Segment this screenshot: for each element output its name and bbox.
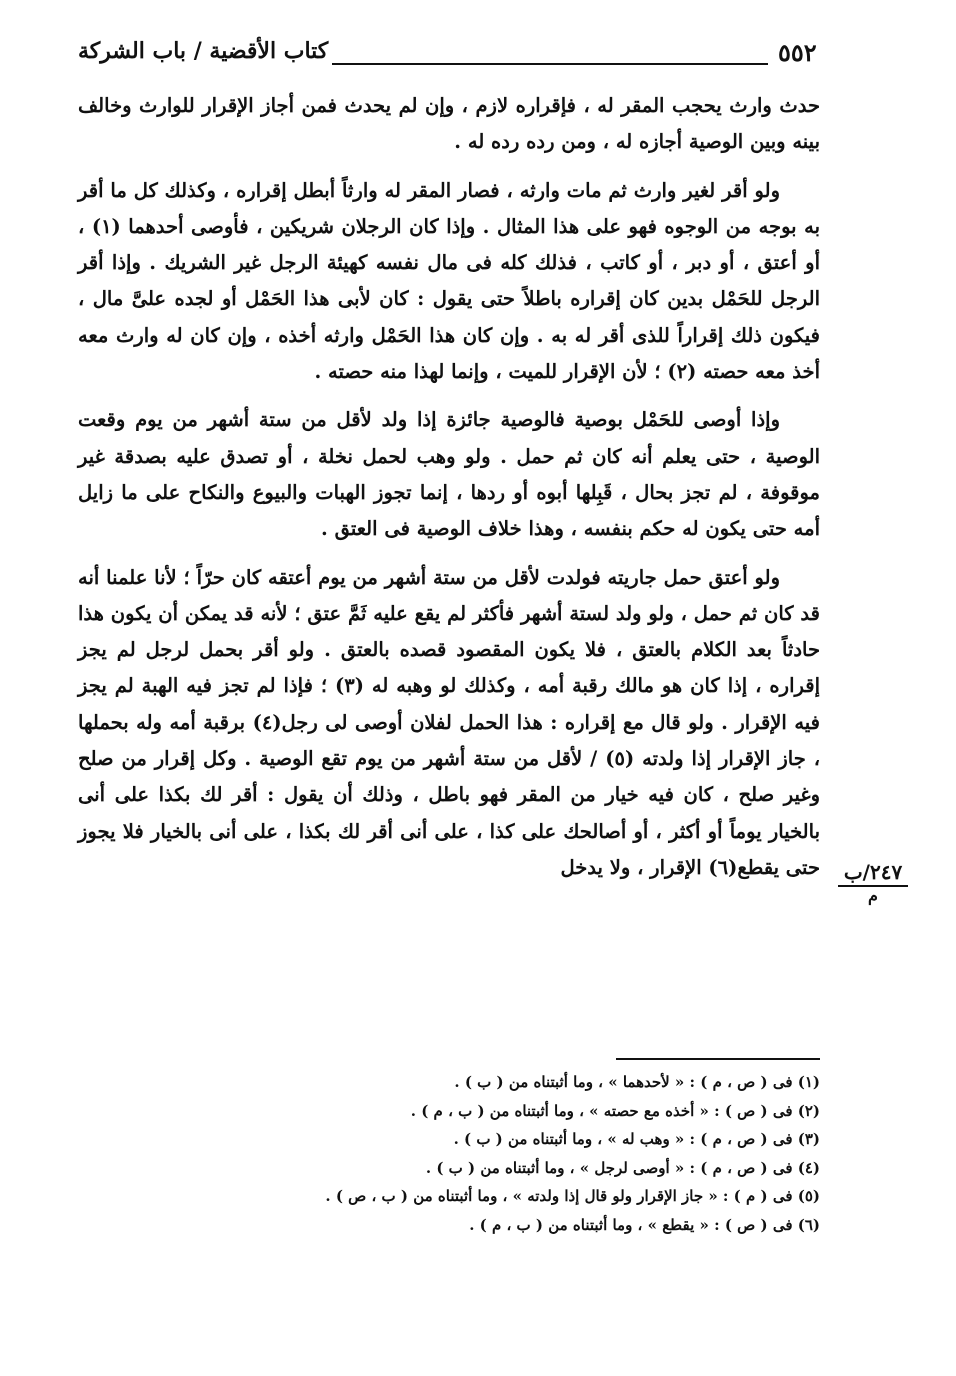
- paragraph-continuation: حدث وارث يحجب المقر له ، فإقراره لازم ، وإن لم يحدث فمن أجاز الإقرار للوارث وخالف بينه وبين الوصية أجازه له ، ومن رده رده له .: [78, 94, 820, 154]
- folio-reference: ٢٤٧/ب: [838, 860, 908, 887]
- footnote: (١) فى ( ص ، م ) : « لأحدهما » ، وما أثبتناه من ( ب ) .: [454, 1073, 820, 1091]
- manuscript-sigil: م: [868, 886, 878, 905]
- footnotes: [200, 1068, 820, 1240]
- paragraph: ولو أعتق حمل جاريته فولدت لأقل من ستة أشهر من يوم أعتقه كان حرّاً ؛ لأنا علمنا أنه قد كان ثم حمل ، ولو ولد لستة أشهر فأكثر لم يقع عليه ثَمَّ عتق ؛ لأنه قد يمكن أن يكون هذا حادثاً بعد الكلام بالعتق ، فلا يكون المقصود قصده بالعتق . ولو أقر بحمل لرجل لم يجز إقراره ، إذا كان هو مالك رقبة أمه ، وكذلك لو وهبه له (٣) ؛ فإذا لم تجز فيه الهبة لم يجز فيه الإقرار . ولو قال مع إقراره : هذا الحمل لفلان أوصى لى رجل(٤) برقبة أمه وله بحملها ، جاز الإقرار إذا ولدته (٥) / لأقل من ستة أشهر من يوم تقع الوصية . وكل إقرار من صلح وغير صلح ، كان فيه خيار من المقر فهو باطل ، وذلك أن يقول : أقر لك بكذا على أنى بالخيار يوماً أو أكثر ، أو أصالحك على كذا ، على أنى أقر لك بكذا ، على أنى بالخيار فلا يجوز حتى يقطع(٦) الإقرار ، ولا يدخل: [78, 565, 821, 879]
- main-text: [78, 88, 820, 898]
- running-title: كتاب الأقضية / باب الشركة: [78, 38, 329, 64]
- header-rule: [332, 63, 768, 65]
- footnote: (٢) فى ( ص ) : « أخذه مع حصته » ، وما أثبتناه من ( ب ، م ) .: [410, 1101, 820, 1120]
- footnote: (٦) فى ( ص ) : « يقطع » ، وما أثبتناه من ( ب ، م ) .: [469, 1215, 820, 1234]
- paragraph: وإذا أوصى للحَمْل بوصية فالوصية جائزة إذا ولد لأقل من ستة أشهر من يوم وقعت الوصية ، حتى يعلم أنه كان ثم حمل . ولو وهب لحمل نخلة ، أو تصدق عليه بصدقة غير موقوفة ، لم تجز بحال ، قَبِلها أبوه أو ردها ، إنما تجوز الهبات والبيوع والنكاح على ما زايل أمه حتى يكون له حكم بنفسه ، وهذا خلاف الوصية فى العتق .: [78, 408, 820, 541]
- page-number: ٥٥٢: [778, 38, 817, 67]
- margin-folio-note: [838, 860, 908, 905]
- paragraph: ولو أقر لغير وارث ثم مات وارثه ، فصار المقر له وارثاً أبطل إقراره ، وكذلك كل ما أقر به بوجه من الوجوه فهو على هذا المثال . وإذا كان الرجلان شريكين ، فأوصى أحدهما (١) ، أو أعتق ، أو دبر ، أو كاتب ، فذلك كله فى مال نفسه كهيئة الرجل غير الشريك . وإذا أقر الرجل للحَمْل بدين كان إقراره باطلاً حتى يقول : كان لأبى هذا الحَمْل أو لجده علىَّ مال ، فيكون ذلك إقراراً للذى أقر له به . وإن كان هذا الحَمْل وارثه أخذه ، وإن كان له وارث معه أخذ معه حصته (٢) ؛ لأن الإقرار للميت ، وإنما لهذا منه حصته .: [78, 178, 820, 384]
- footnote: (٤) فى ( ص ، م ) : « أوصى لرجل » ، وما أثبتناه من ( ب ) .: [425, 1158, 820, 1177]
- footnote-separator: [616, 1058, 820, 1060]
- footnote: (٣) فى ( ص ، م ) : « وهب له » ، وما أثبتناه من ( ب ) .: [453, 1130, 820, 1149]
- footnote: (٥) فى ( م ) : « جاز الإقرار ولو قال إذا ولدته » ، وما أثبتناه من ( ب ، ص ) .: [325, 1187, 820, 1206]
